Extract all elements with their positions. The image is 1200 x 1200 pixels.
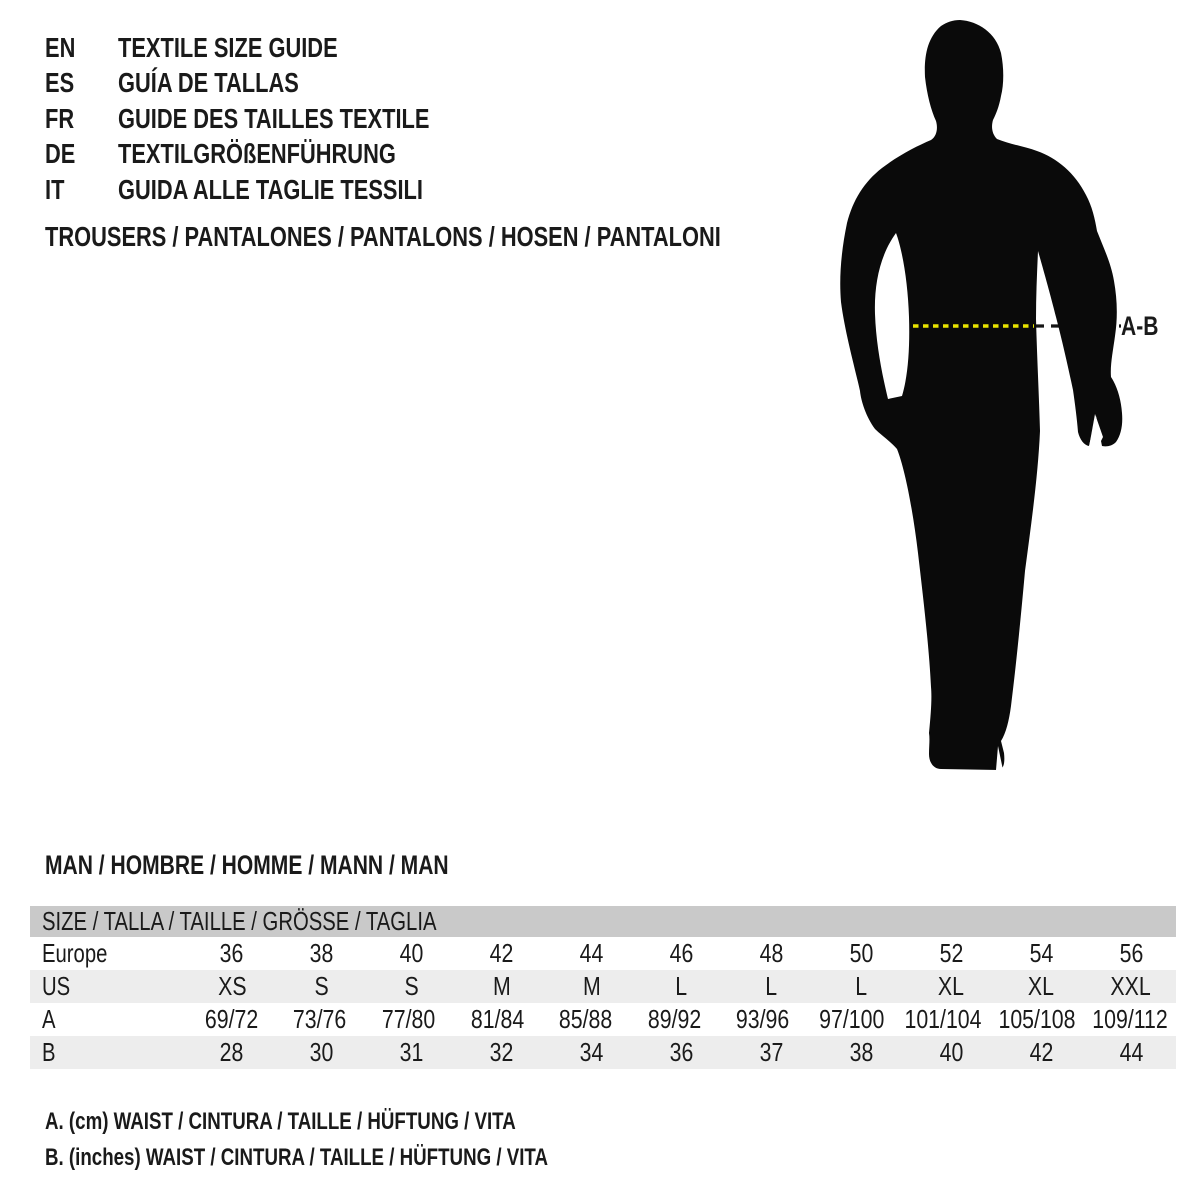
measure-label (1121, 309, 1169, 343)
table-cell: 101/104 (904, 1004, 982, 1034)
table-cell: 37 (759, 1037, 784, 1067)
table-cell: 30 (309, 1037, 334, 1067)
size-table-header-text: SIZE / TALLA / TAILLE / GRÖSSE / TAGLIA (42, 906, 437, 936)
table-cell: S (404, 971, 419, 1001)
table-cell: 28 (220, 1037, 244, 1067)
table-cell: 40 (939, 1037, 964, 1067)
table-cell: 42 (489, 938, 514, 968)
table-cell: M (582, 971, 601, 1001)
measure-label-text: A-B (1121, 310, 1159, 341)
table-cell: 73/76 (293, 1004, 347, 1034)
language-code: FR (45, 102, 75, 134)
table-cell: 85/88 (559, 1004, 613, 1034)
language-title: GUIDA ALLE TAGLIE TESSILI (118, 173, 423, 205)
table-cell: 54 (1029, 938, 1053, 968)
table-cell: XL (1028, 971, 1055, 1001)
table-cell: 46 (669, 938, 694, 968)
table-cell: 32 (489, 1037, 514, 1067)
language-row (45, 30, 517, 66)
footnotes (45, 1104, 690, 1176)
language-code: EN (45, 31, 76, 63)
section-title-text: MAN / HOMBRE / HOMME / MANN / MAN (45, 850, 449, 880)
table-cell: 109/112 (1092, 1004, 1168, 1034)
language-code: IT (45, 173, 65, 205)
language-code: DE (45, 138, 76, 170)
language-row (45, 66, 517, 102)
table-cell: XXL (1110, 971, 1152, 1001)
language-code: ES (45, 67, 75, 99)
garment-title-text: TROUSERS / PANTALONES / PANTALONS / HOSEN / PANTALONI (45, 220, 721, 252)
table-cell: 34 (579, 1037, 604, 1067)
table-cell: 69/72 (204, 1004, 258, 1034)
table-cell: 56 (1119, 938, 1143, 968)
table-cell: 38 (309, 938, 334, 968)
man-silhouette (840, 20, 1122, 770)
table-cell: 97/100 (819, 1004, 885, 1034)
garment-title (45, 219, 911, 254)
table-cell: L (855, 971, 868, 1001)
language-title: TEXTILE SIZE GUIDE (118, 31, 338, 63)
table-cell: 40 (399, 938, 424, 968)
row-label: US (42, 971, 71, 1001)
table-row-a-cm (30, 1003, 1176, 1036)
language-row (45, 172, 517, 208)
table-cell: L (675, 971, 688, 1001)
language-title: GUÍA DE TALLAS (118, 67, 299, 99)
table-cell: L (765, 971, 778, 1001)
table-cell: M (492, 971, 511, 1001)
table-cell: 105/108 (998, 1004, 1076, 1034)
table-cell: S (314, 971, 329, 1001)
section-title (45, 848, 562, 883)
table-row-b-inches (30, 1036, 1176, 1069)
footnote-inches: B. (inches) WAIST / CINTURA / TAILLE / HÜFTUNG / VITA (45, 1144, 549, 1171)
table-cell: 38 (849, 1037, 874, 1067)
row-label: A (42, 1004, 56, 1034)
table-cell: 93/96 (736, 1004, 790, 1034)
table-row-us (30, 970, 1176, 1003)
size-table (30, 906, 1176, 1069)
man-silhouette-figure (828, 12, 1132, 778)
table-cell: 52 (939, 938, 964, 968)
row-label: Europe (42, 938, 108, 968)
table-row-europe (30, 937, 1176, 970)
language-row (45, 137, 517, 173)
table-cell: 36 (669, 1037, 694, 1067)
language-row (45, 101, 517, 137)
table-cell: XS (217, 971, 247, 1001)
table-cell: 42 (1029, 1037, 1053, 1067)
row-label: B (42, 1037, 56, 1067)
language-title: TEXTILGRÖßENFÜHRUNG (118, 138, 396, 170)
table-cell: XL (938, 971, 965, 1001)
table-cell: 44 (1119, 1037, 1143, 1067)
language-title-block (45, 30, 517, 208)
table-cell: 81/84 (470, 1004, 524, 1034)
table-cell: 89/92 (647, 1004, 702, 1034)
size-table-header (30, 906, 1176, 937)
table-cell: 48 (759, 938, 784, 968)
table-cell: 36 (220, 938, 244, 968)
table-cell: 77/80 (381, 1004, 436, 1034)
table-cell: 50 (849, 938, 874, 968)
language-title: GUIDE DES TAILLES TEXTILE (118, 102, 430, 134)
footnote-cm: A. (cm) WAIST / CINTURA / TAILLE / HÜFTUNG / VITA (45, 1108, 516, 1135)
table-cell: 44 (579, 938, 604, 968)
table-cell: 31 (399, 1037, 424, 1067)
